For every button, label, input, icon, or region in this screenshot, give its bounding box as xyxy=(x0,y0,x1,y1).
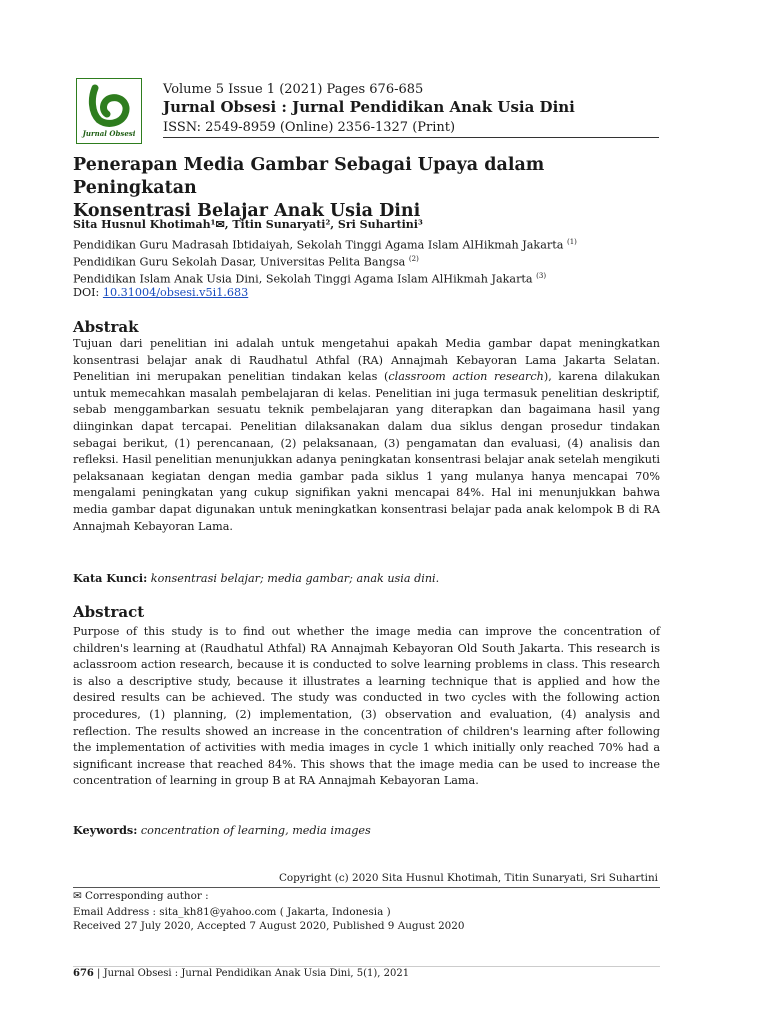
footnote-divider xyxy=(73,887,660,888)
kata-kunci-values: konsentrasi belajar; media gambar; anak usia dini. xyxy=(147,572,440,585)
affiliation-3 xyxy=(73,269,546,287)
title-line-2: Konsentrasi Belajar Anak Usia Dini xyxy=(73,201,421,221)
kata-kunci xyxy=(73,571,439,585)
copyright: Copyright (c) 2020 Sita Husnul Khotimah, Titin Sunaryati, Sri Suhartini xyxy=(278,872,658,884)
doi xyxy=(73,286,248,300)
affiliation-2 xyxy=(73,252,419,270)
page-footer-text: | Jurnal Obsesi : Jurnal Pendidikan Anak Usia Dini, 5(1), 2021 xyxy=(93,968,410,979)
page-footer-divider xyxy=(73,966,660,967)
abstrak-heading: Abstrak xyxy=(73,318,139,336)
affiliation-mark: (3) xyxy=(536,272,547,280)
corresponding-author: ✉ Corresponding author : xyxy=(73,890,209,902)
doi-link[interactable]: 10.31004/obsesi.v5i1.683 xyxy=(102,286,249,299)
journal-name-rest: : Jurnal Pendidikan Anak Usia Dini xyxy=(276,98,575,116)
abstract-heading: Abstract xyxy=(73,603,145,621)
received-dates: Received 27 July 2020, Accepted 7 August 2020, Published 9 August 2020 xyxy=(73,920,465,932)
logo-text: Jurnal Obsesi xyxy=(82,129,136,138)
keywords-label: Keywords: xyxy=(73,823,138,837)
affiliation-text: Pendidikan Islam Anak Usia Dini, Sekolah Tinggi Agama Islam AlHikmah Jakarta xyxy=(73,272,533,286)
authors: Sita Husnul Khotimah¹✉, Titin Sunaryati², Sri Suhartini³ xyxy=(73,218,423,231)
kata-kunci-label: Kata Kunci: xyxy=(73,571,148,585)
email-address: Email Address : sita_kh81@yahoo.com ( Jakarta, Indonesia ) xyxy=(73,906,391,918)
journal-logo-icon xyxy=(85,84,133,128)
journal-issn: ISSN: 2549-8959 (Online) 2356-1327 (Print) xyxy=(163,120,456,135)
affiliation-mark: (2) xyxy=(408,255,419,263)
page-number: 676 xyxy=(73,968,94,979)
abstrak-text-italic: classroom action research xyxy=(388,370,544,384)
paper-title xyxy=(73,154,673,223)
journal-logo xyxy=(76,78,142,144)
affiliation-mark: (1) xyxy=(566,238,577,246)
affiliation-1 xyxy=(73,235,577,253)
abstrak-text-b: ), karena dilakukan untuk memecahkan masalah pembelajaran di kelas. Penelitian ini juga termasuk penelitian deskriptif, sebab menggambarkan sesuatu teknik pembelajaran yang diterapkan dan bagaimana hasil yang diinginkan dapat tercapai. Penelitian dilaksanakan dalam dua siklus dengan prosedur tindakan sebagai berikut, (1) perencanaan, (2) pelaksanaan, (3) pengamatan dan evaluasi, (4) analisis dan refleksi. Hasil penelitian menunjukkan adanya peningkatan konsentrasi belajar anak setelah mengikuti pelaksanaan kegiatan dengan media gambar pada siklus 1 yang mulanya hanya mencapai 70% mengalami peningkatan yang cukup signifikan yakni mencapai 84%. Hal ini menunjukkan bahwa media gambar dapat digunakan untuk meningkatkan konsentrasi belajar pada anak kelompok B di RA Annajmah Kebayoran Lama. xyxy=(73,370,661,533)
doi-label: DOI: xyxy=(73,286,103,299)
abstract-text: Purpose of this study is to find out whether the image media can improve the concentration of children's learning at (Raudhatul Athfal) RA Annajmah Kebayoran Old South Jakarta. This research is aclassroom action research, because it is conducted to solve learning problems in class. This research is also a descriptive study, because it illustrates a learning technique that is applied and how the desired results can be achieved. The study was conducted in two cycles with the following action procedures, (1) planning, (2) implementation, (3) observation and evaluation, (4) analysis and reflection. The results showed an increase in the concentration of children's learning after following the implementation of activities with media images in cycle 1 which initially only reached 70% had a significant increase that reached 84%. This shows that the image media can be used to increase the concentration of learning in group B at RA Annajmah Kebayoran Lama. xyxy=(73,625,660,788)
abstrak-text xyxy=(73,336,660,535)
affiliation-text: Pendidikan Guru Sekolah Dasar, Universitas Pelita Bangsa xyxy=(73,255,406,269)
title-line-1: Penerapan Media Gambar Sebagai Upaya dalam Peningkatan xyxy=(73,155,545,198)
abstrak-text-a: Tujuan dari penelitian ini adalah untuk mengetahui apakah Media gambar dapat meningkatkan konsentrasi belajar anak di Raudhatul Athfal (RA) Annajmah Kebayoran Lama Jakarta Selatan. Penelitian ini merupakan penelitian tindakan kelas ( xyxy=(73,337,660,384)
affiliation-text: Pendidikan Guru Madrasah Ibtidaiyah, Sekolah Tinggi Agama Islam AlHikmah Jakarta xyxy=(73,238,564,252)
header-divider xyxy=(163,137,659,138)
journal-name xyxy=(163,99,575,116)
page-footer xyxy=(73,968,409,979)
journal-volume: Volume 5 Issue 1 (2021) Pages 676-685 xyxy=(163,82,424,97)
journal-name-bold: Jurnal Obsesi xyxy=(163,98,277,116)
keywords-values: concentration of learning, media images xyxy=(137,824,371,837)
keywords xyxy=(73,823,371,837)
